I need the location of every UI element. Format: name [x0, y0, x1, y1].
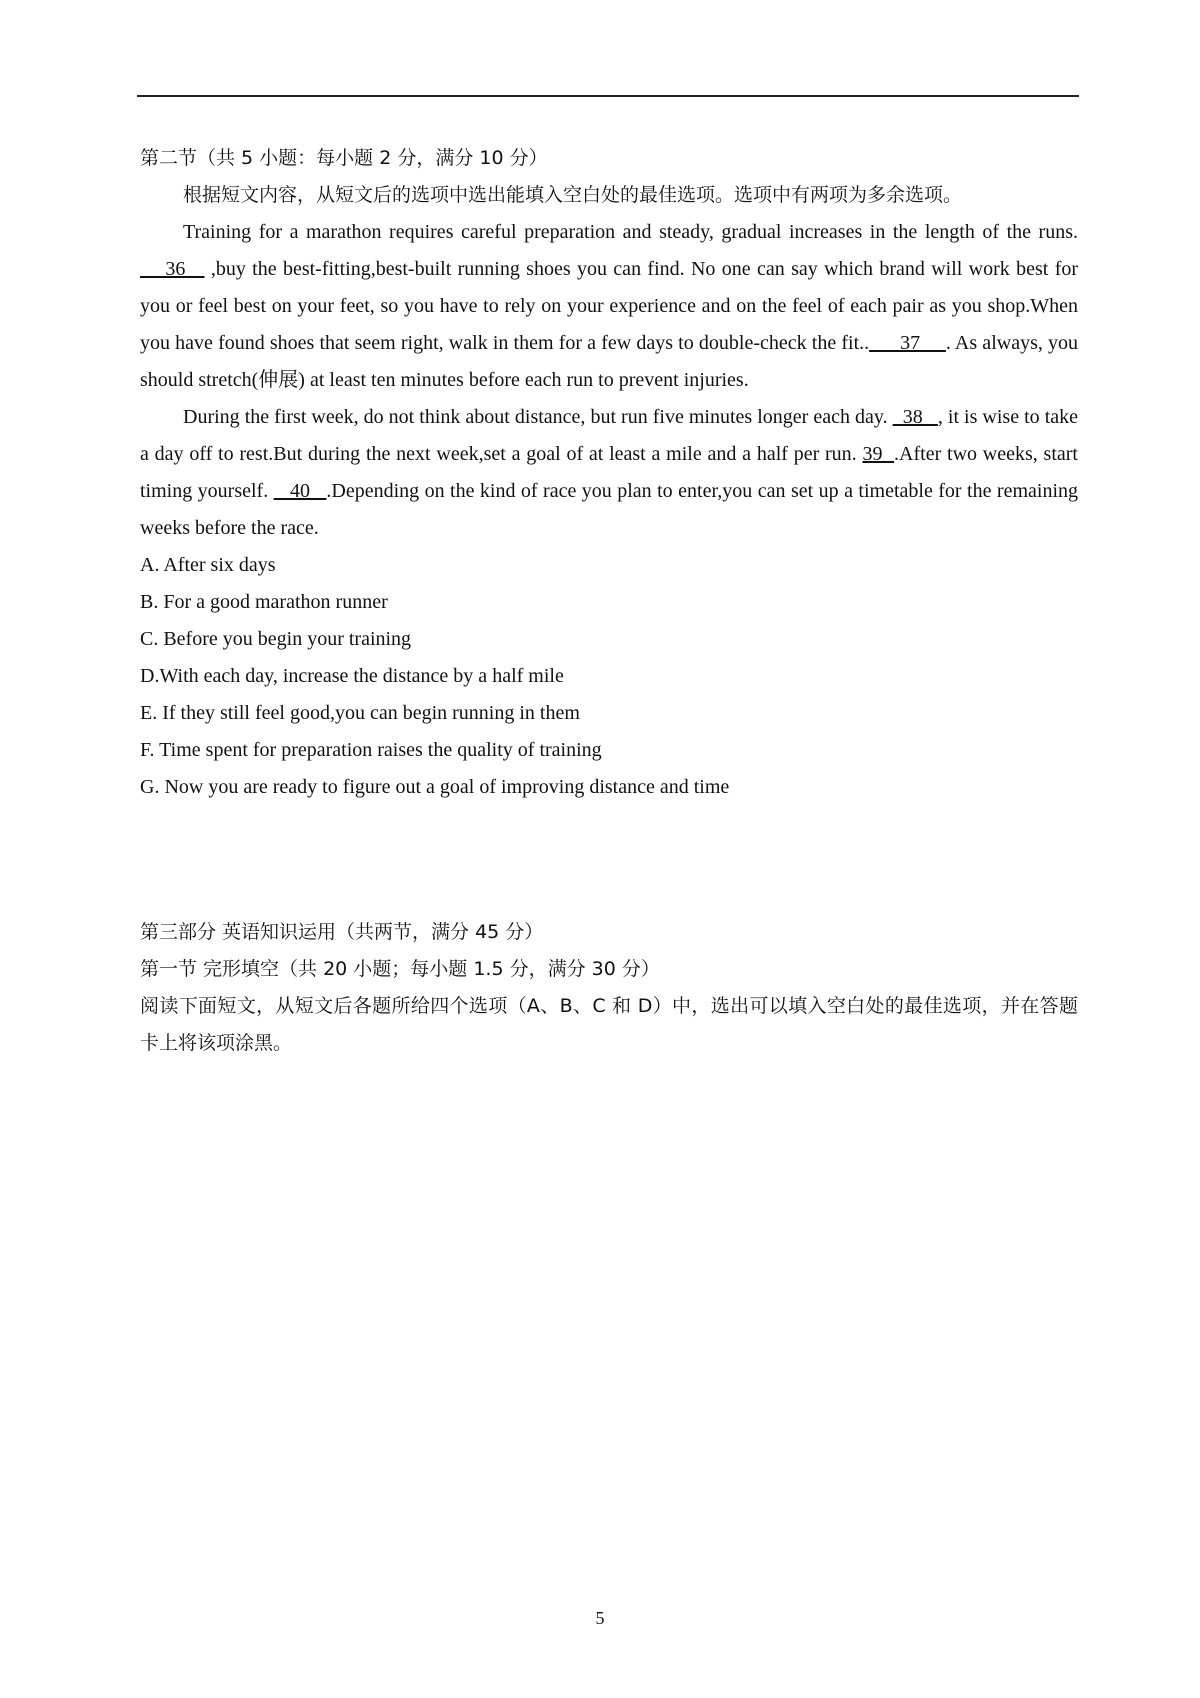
section-instruction: 根据短文内容，从短文后的选项中选出能填入空白处的最佳选项。选项中有两项为多余选项。 — [183, 184, 963, 206]
passage-text: .After two weeks, start timing yourself. — [140, 443, 1078, 502]
blank-38: 38 — [892, 406, 938, 428]
passage-paragraph-2 — [140, 399, 1078, 547]
option-g: G. Now you are ready to figure out a goal of improving distance and time — [140, 776, 730, 798]
blank-39: 39 — [862, 443, 895, 465]
blank-40: 40 — [273, 480, 327, 502]
passage-text: ,buy the best-fitting,best-built running shoes you can find. No one can say which brand will work best for you or feel best on your feet, so you have to rely on your experience and on the feel of each pair as you shop.When you have found shoes that seem right, walk in them for a few days to double-check the fit.. — [140, 258, 1079, 354]
option-d: D.With each day, increase the distance by a half mile — [140, 665, 564, 687]
passage-text: Training for a marathon requires careful preparation and steady, gradual increases in the length of the runs. — [183, 221, 1078, 243]
passage-paragraph-1 — [140, 214, 1078, 399]
option-e: E. If they still feel good,you can begin running in them — [140, 702, 580, 724]
part3-instruction: 阅读下面短文，从短文后各题所给四个选项（A、B、C 和 D）中，选出可以填入空白处的最佳选项，并在答题卡上将该项涂黑。 — [140, 995, 1078, 1054]
page-content — [140, 140, 1078, 1062]
passage-text: . As always, you should stretch(伸展) at least ten minutes before each run to prevent injuries. — [140, 332, 1079, 391]
spacer — [140, 806, 1078, 914]
option-a: A. After six days — [140, 554, 276, 576]
header-rule — [137, 95, 1079, 97]
section-heading: 第二节（共 5 小题：每小题 2 分，满分 10 分） — [140, 147, 548, 169]
blank-36: 36 — [140, 258, 205, 280]
blank-37: 37 — [869, 332, 946, 354]
option-f: F. Time spent for preparation raises the quality of training — [140, 739, 602, 761]
page-number: 5 — [595, 1608, 605, 1628]
passage-text: , it is wise to take a day off to rest.But during the next week,set a goal of at least a mile and a half per run. — [140, 406, 1079, 465]
part3-section1-heading: 第一节 完形填空（共 20 小题；每小题 1.5 分，满分 30 分） — [140, 958, 660, 980]
passage-text: .Depending on the kind of race you plan to enter,you can set up a timetable for the remaining weeks before the race. — [140, 480, 1079, 539]
part3-heading: 第三部分 英语知识运用（共两节，满分 45 分） — [140, 921, 544, 943]
option-b: B. For a good marathon runner — [140, 591, 388, 613]
option-c: C. Before you begin your training — [140, 628, 412, 650]
passage-text: During the first week, do not think about distance, but run five minutes longer each day. — [183, 406, 888, 428]
options-list — [140, 547, 1078, 806]
